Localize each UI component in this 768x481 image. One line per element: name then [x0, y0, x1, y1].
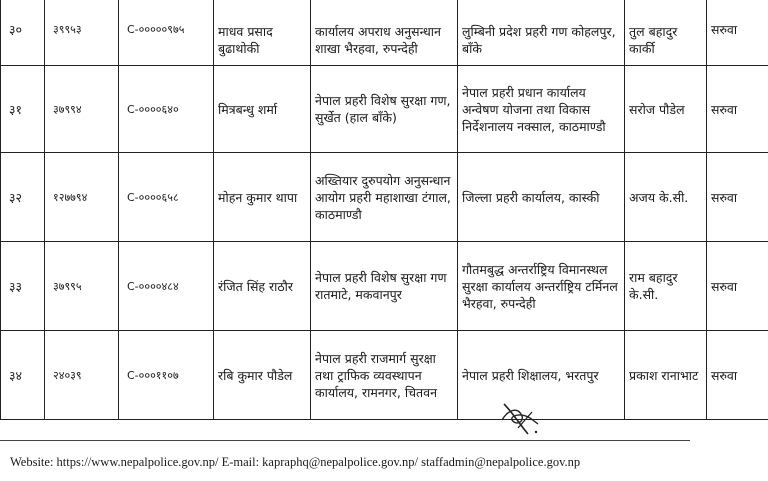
- serial-number: ३२: [1, 153, 45, 242]
- footer-contact: Website: https://www.nepalpolice.gov.np/ E-mail: kapraphq@nepalpolice.gov.np/ staffadmin@nepalpolice.gov.np: [10, 455, 581, 469]
- to-office: नेपाल प्रहरी शिक्षालय, भरतपुर: [458, 331, 625, 420]
- personnel-number: २४०३९: [45, 331, 119, 420]
- to-office: जिल्ला प्रहरी कार्यालय, कास्की: [458, 153, 625, 242]
- table-row: [1, 153, 768, 242]
- table-row: [1, 66, 768, 153]
- serial-number: ३४: [1, 331, 45, 420]
- code-number: C-००००६५८: [119, 153, 214, 242]
- person-name: रंजित सिंह राठौर: [214, 242, 311, 331]
- remarks: सरुवा: [707, 242, 768, 331]
- remarks: सरुवा: [707, 153, 768, 242]
- authority-name: राम बहादुर के.सी.: [625, 242, 707, 331]
- person-name: मित्रबन्धु शर्मा: [214, 66, 311, 153]
- code-number: C-०००११०७: [119, 331, 214, 420]
- table-row: [1, 331, 768, 420]
- personnel-number: ३७९९५: [45, 242, 119, 331]
- authority-name: तुल बहादुर कार्की: [625, 0, 707, 66]
- personnel-number: ३९९५३: [45, 0, 119, 66]
- person-name: माधव प्रसाद बुढाथोकी: [214, 0, 311, 66]
- from-office: नेपाल प्रहरी विशेष सुरक्षा गण रातमाटे, मकवानपुर: [311, 242, 458, 331]
- footer-divider: [0, 440, 690, 441]
- remarks: सरुवा: [707, 331, 768, 420]
- handwritten-signature: [498, 398, 542, 440]
- personnel-number: ३७९९४: [45, 66, 119, 153]
- authority-name: सरोज पौडेल: [625, 66, 707, 153]
- person-name: रबि कुमार पौडेल: [214, 331, 311, 420]
- from-office: कार्यालय अपराध अनुसन्धान शाखा भैरहवा, रुपन्देही: [311, 0, 458, 66]
- to-office: लुम्बिनी प्रदेश प्रहरी गण कोहलपुर, बाँके: [458, 0, 625, 66]
- personnel-number: १२७७९४: [45, 153, 119, 242]
- authority-name: प्रकाश रानाभाट: [625, 331, 707, 420]
- authority-name: अजय के.सी.: [625, 153, 707, 242]
- table-row: [1, 242, 768, 331]
- remarks: सरुवा: [707, 0, 768, 66]
- to-office: नेपाल प्रहरी प्रधान कार्यालय अन्वेषण योजना तथा विकास निर्देशनालय नक्साल, काठमाण्डौ: [458, 66, 625, 153]
- from-office: नेपाल प्रहरी विशेष सुरक्षा गण, सुर्खेत (हाल बाँके): [311, 66, 458, 153]
- person-name: मोहन कुमार थापा: [214, 153, 311, 242]
- code-number: C-००००४८४: [119, 242, 214, 331]
- serial-number: ३३: [1, 242, 45, 331]
- serial-number: ३१: [1, 66, 45, 153]
- remarks: सरुवा: [707, 66, 768, 153]
- code-number: C-०००००९७५: [119, 0, 214, 66]
- code-number: C-००००६४०: [119, 66, 214, 153]
- table-row: [1, 0, 768, 66]
- from-office: नेपाल प्रहरी राजमार्ग सुरक्षा तथा ट्राफिक व्यवस्थापन कार्यालय, रामनगर, चितवन: [311, 331, 458, 420]
- from-office: अख्तियार दुरुपयोग अनुसन्धान आयोग प्रहरी महाशाखा टंगाल, काठमाण्डौ: [311, 153, 458, 242]
- to-office: गौतमबुद्ध अन्तर्राष्ट्रिय विमानस्थल सुरक्षा कार्यालय अन्तर्राष्ट्रिय टर्मिनल भैरहवा, रुपन्देही: [458, 242, 625, 331]
- serial-number: ३०: [1, 0, 45, 66]
